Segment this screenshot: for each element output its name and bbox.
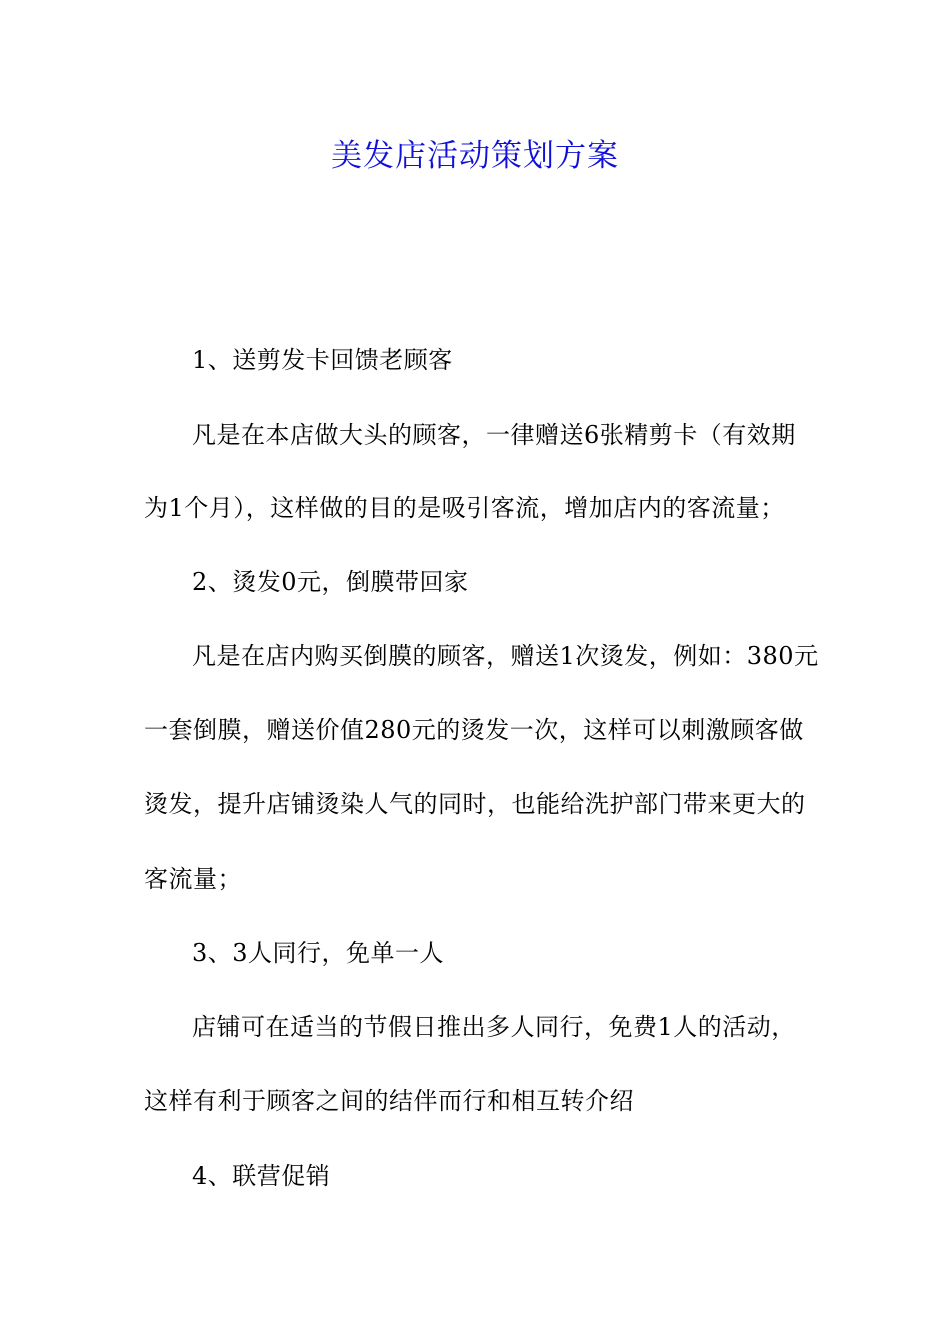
section-heading-3: 3、3人同行，免单一人 [192,939,445,967]
paragraph-line: 客流量； [144,865,242,893]
section-heading-1: 1、送剪发卡回馈老顾客 [192,346,453,374]
paragraph-line: 为1个月），这样做的目的是吸引客流，增加店内的客流量； [144,494,785,522]
paragraph-line: 凡是在店内购买倒膜的顾客，赠送1次烫发，例如：380元 [192,642,819,670]
paragraph-line: 这样有利于顾客之间的结伴而行和相互转介绍 [144,1087,634,1115]
paragraph-line: 烫发，提升店铺烫染人气的同时，也能给洗护部门带来更大的 [144,790,806,818]
paragraph-line: 凡是在本店做大头的顾客，一律赠送6张精剪卡（有效期 [192,421,796,449]
section-heading-2: 2、烫发0元，倒膜带回家 [192,568,469,596]
document-title: 美发店活动策划方案 [331,138,619,174]
paragraph-line: 店铺可在适当的节假日推出多人同行，免费1人的活动， [192,1013,796,1041]
section-heading-4: 4、联营促销 [192,1162,331,1190]
paragraph-line: 一套倒膜，赠送价值280元的烫发一次，这样可以刺激顾客做 [144,716,804,744]
